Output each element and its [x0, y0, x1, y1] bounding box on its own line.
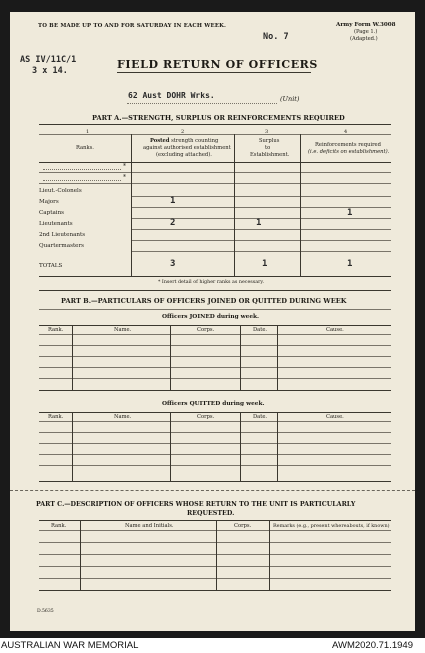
col-divider-1 — [131, 134, 132, 276]
part-c-divider-1 — [80, 520, 81, 590]
part-c-header-rule — [39, 530, 391, 531]
reinf-captains-value: 1 — [347, 208, 353, 218]
higher-rank-blank-1 — [43, 169, 121, 170]
quitted-row-rule-1 — [39, 432, 391, 433]
rank-label-lieut-colonels: Lieut.-Colonels — [39, 188, 82, 194]
part-c-top-rule — [39, 520, 391, 521]
part-c-divider-3 — [269, 520, 270, 590]
perforation-line — [10, 490, 415, 491]
quitted-header-corps: Corps. — [197, 414, 215, 420]
part-a-bottom-rule — [39, 276, 391, 277]
joined-header-corps: Corps. — [197, 327, 215, 333]
quitted-header-name: Name. — [114, 414, 132, 420]
rank-row-rule-6 — [132, 251, 391, 252]
title-underline — [117, 72, 311, 73]
unit-value: 62 Aust DOHR Wrks. — [128, 91, 215, 100]
part-c-row-rule-4 — [39, 578, 391, 579]
submission-notice: TO BE MADE UP TO AND FOR SATURDAY IN EACH WEEK. — [38, 23, 227, 29]
part-c-row-rule-2 — [39, 554, 391, 555]
form-page — [10, 12, 415, 631]
archive-footer — [0, 638, 425, 653]
part-c-title-line-2: REQUESTED. — [187, 510, 235, 517]
reinf-header-line-1: Reinforcements required — [315, 142, 381, 148]
higher-rank-marker-2: * — [123, 174, 126, 181]
quitted-divider-1 — [72, 412, 73, 481]
part-c-title-line-1: PART C.—DESCRIPTION OF OFFICERS WHOSE RETURN TO THE UNIT IS PARTICULARLY — [36, 501, 356, 508]
posted-header-line-1: Posted strength counting — [150, 138, 219, 144]
joined-divider-1 — [72, 325, 73, 390]
posted-lieutenants-value: 2 — [170, 218, 176, 228]
part-c-row-rule-3 — [39, 566, 391, 567]
surplus-header-line-2: to — [265, 145, 271, 151]
col-number-3: 3 — [265, 129, 269, 135]
joined-bottom-rule — [39, 390, 391, 391]
form-title: FIELD RETURN OF OFFICERS — [117, 58, 318, 71]
rank-label-2nd-lieutenants: 2nd Lieutenants — [39, 232, 86, 238]
quitted-row-rule-3 — [39, 454, 391, 455]
joined-header-cause: Cause. — [326, 327, 344, 333]
joined-header-rank: Rank. — [48, 327, 64, 333]
ranks-header: Ranks. — [76, 145, 94, 151]
quitted-row-rule-2 — [39, 443, 391, 444]
surplus-total-value: 1 — [262, 259, 268, 269]
part-a-number-rule — [39, 134, 391, 135]
joined-header-name: Name. — [114, 327, 132, 333]
higher-rank-blank-2 — [43, 180, 121, 181]
quitted-header-rule — [39, 421, 391, 422]
col-divider-3 — [300, 134, 301, 276]
joined-top-rule — [39, 325, 391, 326]
quitted-row-rule-4 — [39, 465, 391, 466]
posted-header-line-3: (excluding attached). — [156, 152, 212, 158]
blank-row-rule-2 — [39, 183, 391, 184]
part-c-row-rule-1 — [39, 542, 391, 543]
col-number-2: 2 — [181, 129, 185, 135]
posted-majors-value: 1 — [170, 196, 176, 206]
joined-row-rule-4 — [39, 378, 391, 379]
quitted-bottom-rule — [39, 481, 391, 482]
part-b-title: PART B.—PARTICULARS OF OFFICERS JOINED OR QUITTED DURING WEEK — [61, 297, 347, 305]
unit-dotted-line — [127, 103, 277, 104]
part-b-title-rule — [39, 309, 391, 310]
quitted-header-cause: Cause. — [326, 414, 344, 420]
reinf-total-value: 1 — [347, 259, 353, 269]
joined-row-rule-2 — [39, 356, 391, 357]
page-label: (Page 1.) — [354, 29, 378, 35]
part-c-bottom-rule — [39, 590, 391, 591]
posted-header-line-2: against authorised establishment — [143, 145, 231, 151]
joined-title: Officers JOINED during week. — [162, 314, 260, 320]
reinf-header-line-2: (i.e. deficits on establishment). — [308, 149, 390, 155]
totals-label: TOTALS — [39, 263, 63, 269]
rank-label-quartermasters: Quartermasters — [39, 243, 85, 249]
part-a-top-rule — [39, 124, 391, 125]
army-form-number: Army Form W.3008 — [336, 22, 396, 28]
rank-label-lieutenants: Lieutenants — [39, 221, 73, 227]
joined-divider-2 — [170, 325, 171, 390]
reference-line-1: AS IV/11C/1 — [20, 55, 77, 65]
col-number-1: 1 — [86, 129, 90, 135]
rank-row-rule-5 — [132, 240, 391, 241]
joined-row-rule-3 — [39, 367, 391, 368]
rank-row-rule-4 — [132, 229, 391, 230]
quitted-top-rule — [39, 412, 391, 413]
part-c-header-rank: Rank. — [51, 523, 67, 529]
part-a-header-rule — [39, 162, 391, 163]
quitted-divider-3 — [240, 412, 241, 481]
part-c-divider-2 — [216, 520, 217, 590]
part-a-title: PART A.—STRENGTH, SURPLUS OR REINFORCEMENTS REQUIRED — [92, 114, 345, 122]
return-number: No. 7 — [263, 32, 289, 42]
posted-total-value: 3 — [170, 259, 176, 269]
part-c-header-remarks: Remarks (e.g., present whereabouts, if known) — [273, 523, 390, 529]
quitted-header-date: Date. — [253, 414, 268, 420]
archive-name: AUSTRALIAN WAR MEMORIAL — [1, 640, 139, 651]
rank-label-majors: Majors — [39, 199, 59, 205]
surplus-lieutenants-value: 1 — [256, 218, 262, 228]
col-number-4: 4 — [344, 129, 348, 135]
quitted-divider-4 — [277, 412, 278, 481]
unit-label: (Unit) — [280, 95, 300, 103]
part-c-header-name: Name and Initials. — [125, 523, 174, 529]
quitted-title: Officers QUITTED during week. — [162, 401, 265, 407]
part-c-header-corps: Corps. — [234, 523, 252, 529]
reference-line-2: 3 x 14. — [32, 66, 68, 76]
joined-header-date: Date. — [253, 327, 268, 333]
joined-header-rule — [39, 334, 391, 335]
surplus-header-line-1: Surplus — [259, 138, 280, 144]
archive-accession-number: AWM2020.71.1949 — [332, 640, 413, 651]
adapted-label: (Adapted.) — [350, 36, 378, 42]
part-a-footnote: * Insert detail of higher ranks as necessary. — [158, 280, 264, 285]
joined-row-rule-1 — [39, 345, 391, 346]
joined-divider-4 — [277, 325, 278, 390]
col-divider-2 — [234, 134, 235, 276]
part-a-end-rule — [39, 290, 391, 291]
quitted-divider-2 — [170, 412, 171, 481]
joined-divider-3 — [240, 325, 241, 390]
higher-rank-marker-1: * — [123, 163, 126, 170]
rank-label-captains: Captains — [39, 210, 65, 216]
form-code: D.5635 — [37, 609, 54, 614]
blank-row-rule-1 — [39, 172, 391, 173]
quitted-header-rank: Rank. — [48, 414, 64, 420]
surplus-header-line-3: Establishment. — [250, 152, 290, 158]
